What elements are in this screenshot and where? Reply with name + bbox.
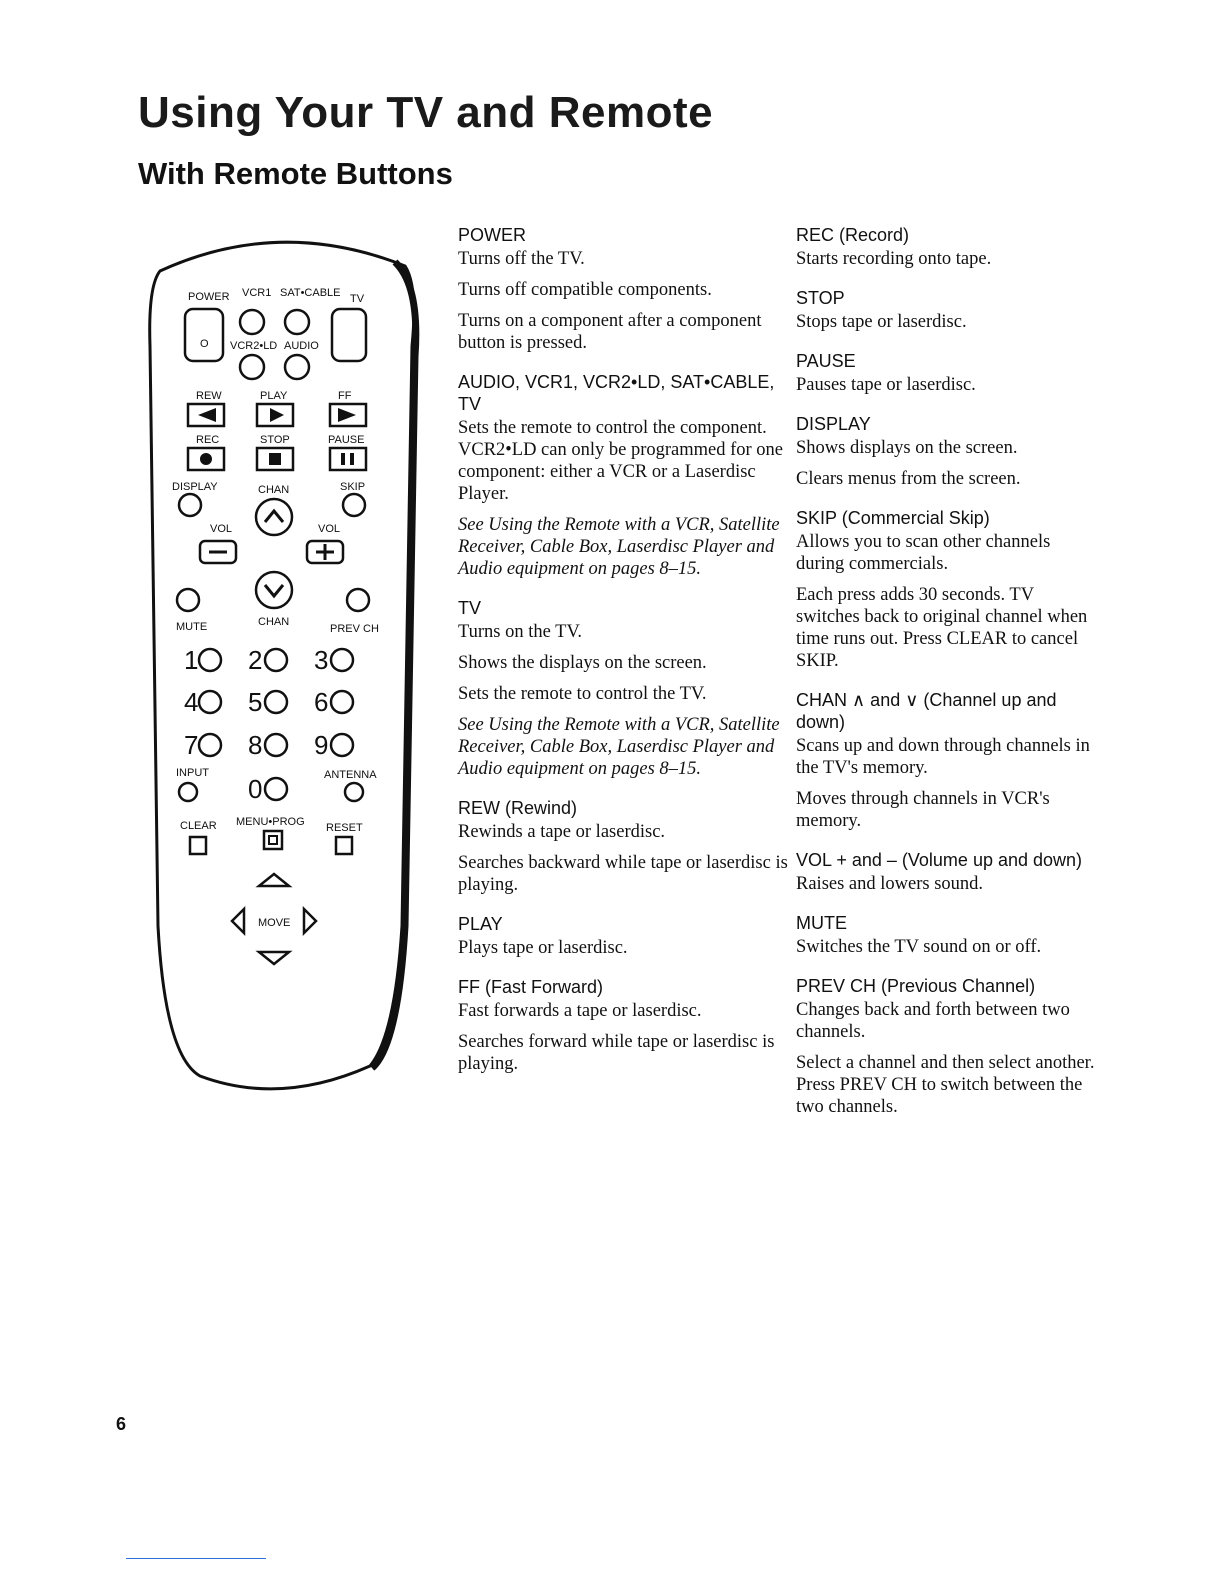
button-description-heading: AUDIO, VCR1, VCR2•LD, SAT•CABLE, TV — [458, 372, 775, 414]
remote-label-prevch: PREV CH — [330, 623, 379, 635]
button-description-text: Starts recording onto tape. — [796, 249, 992, 269]
button-description-text: Shows displays on the screen. — [796, 438, 1018, 458]
remote-label-pause: PAUSE — [328, 434, 365, 446]
button-description-text: Turns on a component after a component button is pressed. — [458, 311, 762, 353]
button-description-text: See Using the Remote with a VCR, Satellite Receiver, Cable Box, Laserdisc Player and Audio equipment on pages 8–15. — [458, 515, 780, 579]
remote-num-button-7 — [199, 734, 221, 756]
button-description-text: Scans up and down through channels in the TV's memory. — [796, 736, 1090, 778]
button-description-section — [458, 224, 788, 354]
button-description-heading: POWER — [458, 225, 527, 245]
button-description-heading: VOL + and – (Volume up and down) — [796, 850, 1083, 870]
button-description-section — [796, 689, 1096, 832]
remote-label-display: DISPLAY — [172, 481, 218, 493]
button-description-heading: REC (Record) — [796, 225, 910, 245]
move-down-arrow-icon — [259, 952, 289, 964]
remote-label-tv: TV — [350, 293, 365, 305]
button-description-section — [458, 597, 788, 780]
move-left-arrow-icon — [232, 909, 244, 933]
button-description-section — [458, 797, 788, 896]
page-subtitle: With Remote Buttons — [138, 156, 453, 191]
remote-num-button-8 — [265, 734, 287, 756]
remote-label-stop: STOP — [260, 434, 290, 446]
remote-menuprog-button — [264, 831, 282, 849]
remote-num-button-1 — [199, 649, 221, 671]
button-description-section — [796, 849, 1096, 895]
remote-chan-up-button — [256, 499, 292, 535]
remote-reset-button — [336, 837, 352, 854]
button-description-heading: STOP — [796, 288, 845, 308]
remote-num-label-0: 0 — [248, 774, 263, 804]
button-description-text: Turns off compatible components. — [458, 280, 712, 300]
chevron-up-icon — [265, 511, 283, 522]
remote-label-vcr1: VCR1 — [242, 287, 272, 299]
remote-num-label-1: 1 — [184, 645, 199, 675]
remote-num-button-3 — [331, 649, 353, 671]
remote-label-reset: RESET — [326, 822, 363, 834]
button-description-text: Shows the displays on the screen. — [458, 653, 707, 673]
remote-tv-button — [332, 309, 366, 361]
remote-mute-button — [177, 589, 199, 611]
button-description-text: Searches forward while tape or laserdisc is playing. — [458, 1032, 775, 1074]
remote-label-vol-plus: VOL — [318, 523, 341, 535]
remote-display-button — [179, 494, 201, 516]
remote-label-ff: FF — [338, 390, 352, 402]
button-description-text: Switches the TV sound on or off. — [796, 937, 1042, 957]
remote-label-menuprog: MENU•PROG — [236, 816, 305, 828]
button-description-heading: REW (Rewind) — [458, 798, 578, 818]
button-description-section — [796, 287, 1096, 333]
remote-label-vcr2ld: VCR2•LD — [230, 340, 278, 352]
button-description-heading: DISPLAY — [796, 414, 871, 434]
button-description-section — [458, 371, 788, 580]
move-right-arrow-icon — [304, 909, 316, 933]
remote-num-button-4 — [199, 691, 221, 713]
remote-num-label-6: 6 — [314, 687, 329, 717]
stop-icon — [269, 453, 281, 465]
button-description-text: Allows you to scan other channels during commercials. — [796, 532, 1051, 574]
button-description-section — [796, 912, 1096, 958]
remote-label-rew: REW — [196, 390, 222, 402]
button-description-text: Changes back and forth between two channels. — [796, 1000, 1070, 1042]
remote-audio-button — [285, 355, 309, 379]
footer-rule — [126, 1558, 266, 1559]
page-number: 6 — [116, 1414, 127, 1434]
remote-num-label-5: 5 — [248, 687, 263, 717]
button-description-heading: PREV CH (Previous Channel) — [796, 976, 1036, 996]
button-description-text: Pauses tape or laserdisc. — [796, 375, 976, 395]
chevron-down-icon — [265, 585, 283, 596]
button-description-section — [796, 350, 1096, 396]
pause-icon-left — [341, 453, 345, 465]
remote-label-clear: CLEAR — [180, 820, 217, 832]
remote-pause-button — [330, 448, 366, 470]
button-description-text: Each press adds 30 seconds. TV switches back to original channel when time runs out. Press CLEAR to cancel SKIP. — [796, 585, 1088, 671]
remote-clear-button — [190, 837, 206, 854]
remote-label-skip: SKIP — [340, 481, 366, 493]
rew-icon — [198, 408, 216, 422]
remote-prevch-button — [347, 589, 369, 611]
button-description-section — [796, 224, 1096, 270]
remote-vcr2ld-button — [240, 355, 264, 379]
button-description-section — [796, 413, 1096, 490]
button-description-text: See Using the Remote with a VCR, Satellite Receiver, Cable Box, Laserdisc Player and Audio equipment on pages 8–15. — [458, 715, 780, 779]
remote-vcr1-button — [240, 310, 264, 334]
button-description-heading: PAUSE — [796, 351, 856, 371]
pause-icon-right — [350, 453, 354, 465]
remote-num-button-2 — [265, 649, 287, 671]
remote-input-button — [179, 783, 197, 801]
button-description-text: Searches backward while tape or laserdisc is playing. — [458, 853, 788, 895]
remote-num-label-9: 9 — [314, 730, 329, 760]
remote-num-label-8: 8 — [248, 730, 263, 760]
remote-skip-button — [343, 494, 365, 516]
move-up-arrow-icon — [259, 874, 289, 886]
remote-num-label-7: 7 — [184, 730, 199, 760]
remote-num-label-4: 4 — [184, 687, 199, 717]
remote-satcable-button — [285, 310, 309, 334]
description-column-2 — [458, 224, 788, 1092]
description-column-3 — [796, 224, 1096, 1135]
remote-label-mute: MUTE — [176, 621, 208, 633]
page-title: Using Your TV and Remote — [138, 88, 714, 137]
button-description-heading: FF (Fast Forward) — [458, 977, 604, 997]
button-description-heading: SKIP (Commercial Skip) — [796, 508, 990, 528]
remote-num-button-9 — [331, 734, 353, 756]
remote-label-antenna: ANTENNA — [324, 769, 377, 781]
remote-num-label-2: 2 — [248, 645, 263, 675]
button-description-text: Select a channel and then select another. Press PREV CH to switch between the two channels. — [796, 1053, 1095, 1117]
remote-num-button-5 — [265, 691, 287, 713]
button-description-text: Turns on the TV. — [458, 622, 583, 642]
remote-num-button-0 — [265, 778, 287, 800]
button-description-text: Stops tape or laserdisc. — [796, 312, 967, 332]
button-description-text: Rewinds a tape or laserdisc. — [458, 822, 666, 842]
button-description-text: Plays tape or laserdisc. — [458, 938, 628, 958]
rec-icon — [200, 453, 212, 465]
remote-num-label-3: 3 — [314, 645, 329, 675]
remote-label-move: MOVE — [258, 917, 291, 929]
remote-label-satcable: SAT•CABLE — [280, 287, 341, 299]
remote-label-play: PLAY — [260, 390, 288, 402]
button-description-section — [458, 976, 788, 1075]
button-description-heading: CHAN ∧ and ∨ (Channel up and down) — [796, 690, 1057, 732]
ff-icon — [338, 408, 356, 422]
remote-label-input: INPUT — [176, 767, 209, 779]
button-description-section — [796, 975, 1096, 1118]
remote-label-power: POWER — [188, 291, 230, 303]
play-icon — [270, 408, 284, 422]
button-description-text: Clears menus from the screen. — [796, 469, 1021, 489]
remote-label-chan-down: CHAN — [258, 616, 290, 628]
remote-chan-down-button — [256, 572, 292, 608]
remote-power-button — [185, 309, 223, 361]
button-description-text: Sets the remote to control the component. VCR2•LD can only be programmed for one component: either a VCR or a Laserdisc Player. — [458, 418, 784, 504]
remote-label-chan-up: CHAN — [258, 484, 290, 496]
button-description-heading: TV — [458, 598, 482, 618]
remote-num-button-6 — [331, 691, 353, 713]
button-description-text: Turns off the TV. — [458, 249, 585, 269]
button-description-text: Sets the remote to control the TV. — [458, 684, 707, 704]
remote-control-illustration — [140, 226, 425, 1096]
remote-label-audio: AUDIO — [284, 340, 319, 352]
remote-label-vol-minus: VOL — [210, 523, 233, 535]
remote-label-rec: REC — [196, 434, 220, 446]
button-description-section — [796, 507, 1096, 672]
button-description-text: Fast forwards a tape or laserdisc. — [458, 1001, 702, 1021]
button-description-heading: MUTE — [796, 913, 847, 933]
button-description-heading: PLAY — [458, 914, 503, 934]
remote-power-button-label: O — [200, 338, 209, 350]
button-description-text: Moves through channels in VCR's memory. — [796, 789, 1050, 831]
menu-icon — [269, 836, 277, 844]
button-description-text: Raises and lowers sound. — [796, 874, 984, 894]
button-description-section — [458, 913, 788, 959]
remote-antenna-button — [345, 783, 363, 801]
